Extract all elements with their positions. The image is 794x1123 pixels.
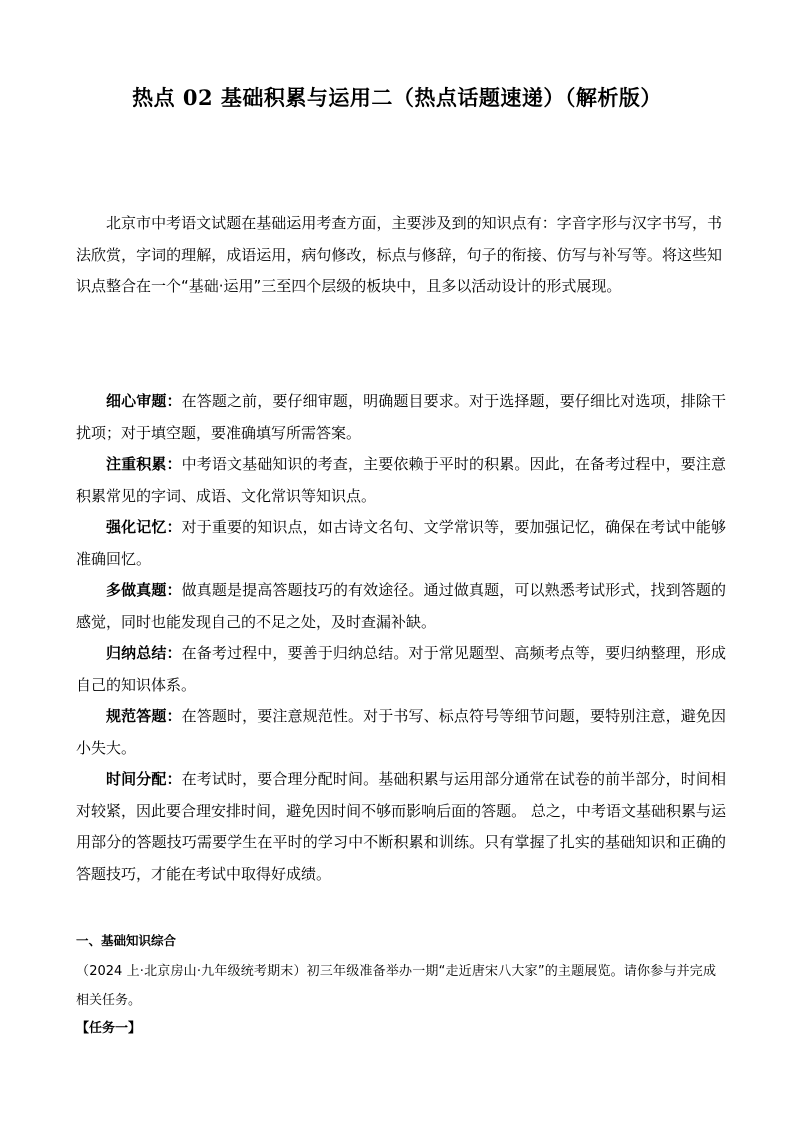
tip-text: 做真题是提高答题技巧的有效途径。通过做真题，可以熟悉考试形式，找到答题的感觉，同时也能发现自己的不足之处，及时查漏补缺。 (76, 581, 726, 631)
tip-label: 注重积累： (106, 455, 182, 473)
task-label: 【任务一】 (76, 1021, 142, 1036)
tip-label: 多做真题： (106, 581, 182, 599)
section-heading: 一、基础知识综合 (76, 933, 177, 948)
tip-label: 细心审题： (106, 392, 182, 410)
intro-paragraph: 北京市中考语文试题在基础运用考查方面，主要涉及到的知识点有：字音字形与汉字书写，书法欣赏，字词的理解，成语运用，病句修改，标点与修辞，句子的衔接、仿写与补写等。将这些知识点整合在一个“基础·运用”三至四个层级的板块中，且多以活动设计的形式展现。 (76, 214, 722, 295)
page-title: 热点 02 基础积累与运用二（热点话题速递）（解析版） (132, 85, 662, 110)
tip-item (76, 449, 726, 512)
tip-item (76, 638, 726, 701)
tip-item (76, 575, 726, 638)
tip-label: 归纳总结： (106, 644, 182, 662)
tip-text: 在答题时，要注意规范性。对于书写、标点符号等细节问题，要特别注意，避免因小失大。 (76, 707, 726, 757)
tip-text: 在备考过程中，要善于归纳总结。对于常见题型、高频考点等，要归纳整理，形成自己的知识体系。 (76, 644, 726, 694)
tip-item (76, 512, 726, 575)
tip-item (76, 701, 726, 764)
tip-label: 强化记忆： (106, 518, 182, 536)
tip-text: 对于重要的知识点，如古诗文名句、文学常识等，要加强记忆，确保在考试中能够准确回忆。 (76, 518, 726, 568)
tip-label: 时间分配： (106, 770, 182, 788)
tip-label: 规范答题： (106, 707, 182, 725)
tip-text: 中考语文基础知识的考查，主要依赖于平时的积累。因此，在备考过程中，要注意积累常见的字词、成语、文化常识等知识点。 (76, 455, 726, 505)
question-intro: （2024 上·北京房山·九年级统考期末）初三年级准备举办一期“走近唐宋八大家”的主题展览。请你参与并完成相关任务。 (76, 964, 716, 1008)
tip-text: 在答题之前，要仔细审题，明确题目要求。对于选择题，要仔细比对选项，排除干扰项；对于填空题，要准确填写所需答案。 (76, 392, 726, 442)
tip-text: 在考试时，要合理分配时间。基础积累与运用部分通常在试卷的前半部分，时间相对较紧，因此要合理安排时间，避免因时间不够而影响后面的答题。 总之，中考语文基础积累与运用部分的答题技巧需要学生在平时的学习中不断积累和训练。只有掌握了扎实的基础知识和正确的答题技巧，才能在考试中取得好成绩。 (76, 770, 726, 883)
tips-list (76, 386, 726, 890)
tip-item (76, 386, 726, 449)
tip-item (76, 764, 726, 890)
